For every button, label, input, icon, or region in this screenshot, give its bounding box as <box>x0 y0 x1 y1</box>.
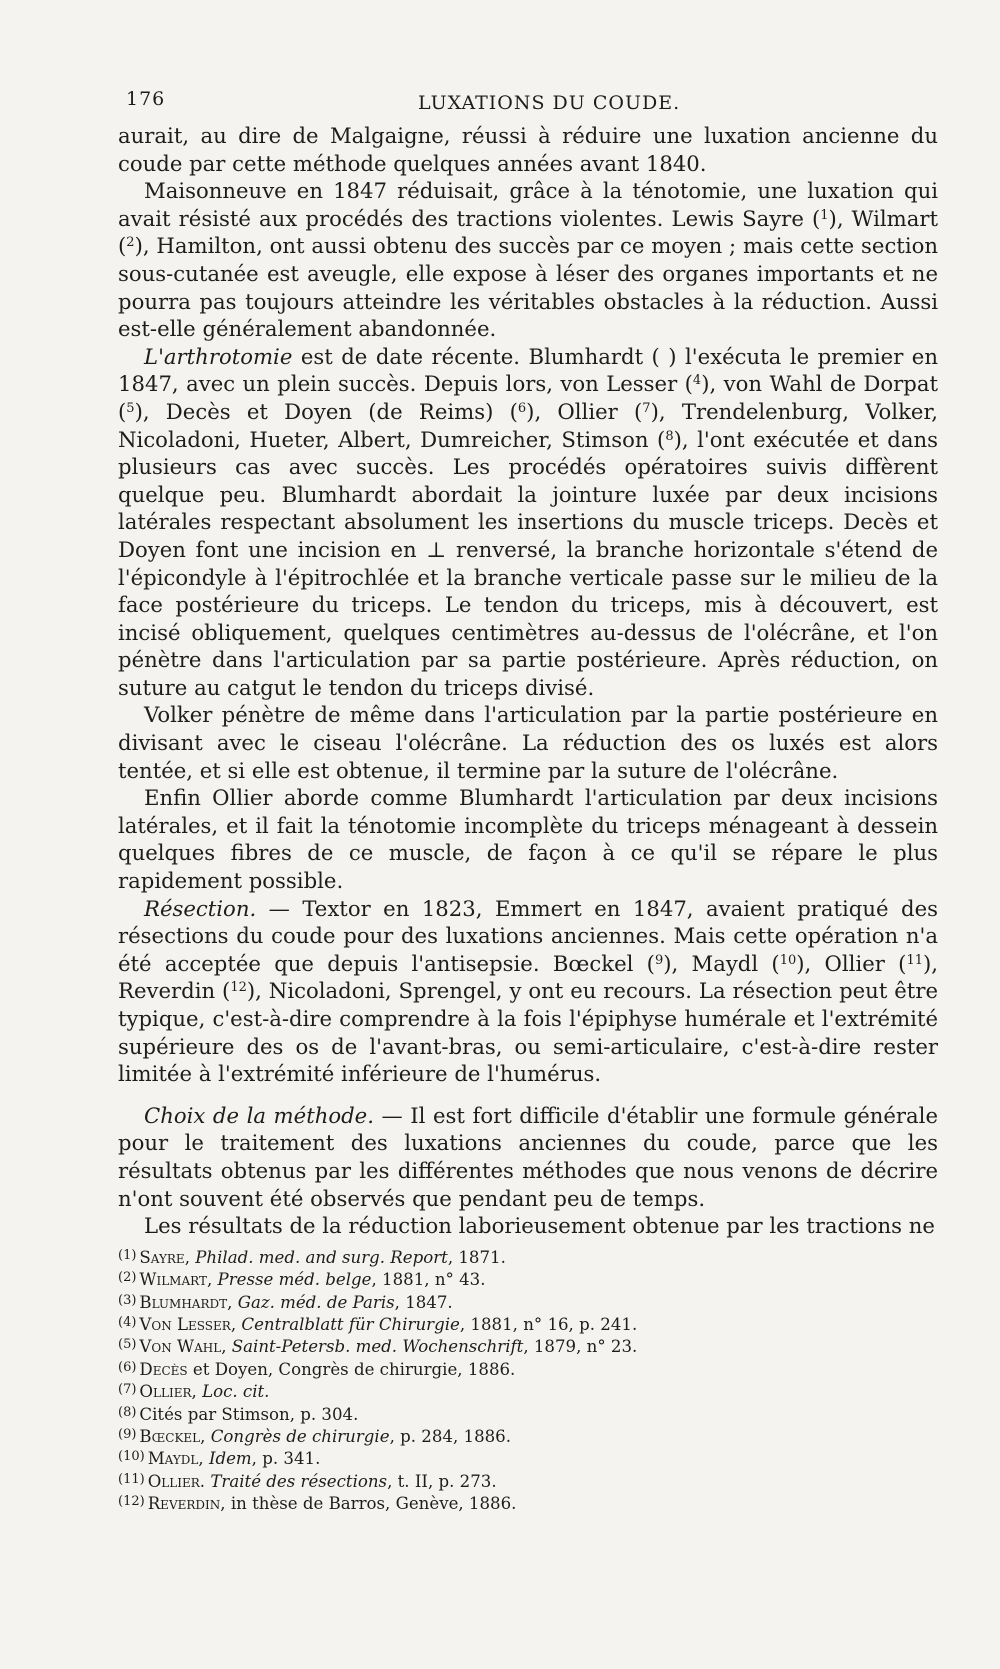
footnote-source: Idem <box>208 1449 252 1469</box>
paragraph-6: Résection. — Textor en 1823, Emmert en 1847, avaient pratiqué des résections du coude pour des luxations anciennes. Mais cette opération n'a été acceptée que depuis l'antisepsie. Bœckel ($^9$), Maydl ($^{10}$), Ollier ($^{11}$), Reverdin ($^{12}$), Nicoladoni, Sprengel, y ont eu recours. La résection peut être typique, c'est-à-dire comprendre à la fois l'épiphyse humérale et l'extrémité supérieure des os de l'avant-bras, ou semi-articulaire, c'est-à-dire rester limitée à l'extrémité inférieure de l'humérus. <box>118 895 938 1087</box>
footnote-details: , t. II, p. 273. <box>387 1471 497 1491</box>
footnote-number: (2) <box>118 1270 137 1286</box>
footnote-details: , 1879, n° 23. <box>523 1337 638 1357</box>
paragraph-2: Maisonneuve en 1847 réduisait, grâce à la ténotomie, une luxation qui avait résisté aux procédés des tractions violentes. Lewis Sayre ($^1$), Wilmart ($^2$), Hamilton, ont aussi obtenu des succès par ce moyen ; mais cette section sous-cutanée est aveugle, elle expose à léser des organes importants et ne pourra pas toujours atteindre les véritables obstacles à la réduction. Aussi est-elle généralement abandonnée. <box>118 178 939 342</box>
paragraph-7: Choix de la méthode. — Il est fort difficile d'établir une formule générale pour le traitement des luxations anciennes du coude, parce que les résultats obtenus par les différentes méthodes que nous venons de décrire n'ont souvent été observés que pendant peu de temps. <box>118 1102 939 1211</box>
footnote-separator: , <box>206 1270 218 1290</box>
footnote-source: Loc. cit. <box>202 1382 270 1402</box>
running-title: LUXATIONS DU COUDE. <box>418 92 681 114</box>
footnote-details: , 1881, n° 16, p. 241. <box>459 1314 638 1334</box>
footnote-separator: , <box>191 1382 203 1402</box>
footnote-author: Ollier <box>147 1471 200 1491</box>
footnote-author: Von Wahl <box>139 1337 222 1357</box>
footnote-author: Maydl <box>147 1449 199 1469</box>
footnote-ref: 5 <box>126 400 135 416</box>
book-page <box>118 88 938 1515</box>
footnote-separator: , <box>221 1337 232 1357</box>
footnote-source: Gaz. méd. de Paris <box>237 1292 395 1312</box>
footnote-details: , p. 341. <box>251 1449 321 1469</box>
footnote <box>118 1246 938 1268</box>
footnote-source: Saint-Petersb. med. Wochenschrift <box>231 1337 524 1357</box>
footnote-ref: 9 <box>654 952 664 968</box>
footnote-ref: 1 <box>820 207 829 223</box>
footnote <box>118 1492 938 1514</box>
footnote-number: (3) <box>118 1292 137 1308</box>
footnote-number: (11) <box>118 1471 145 1487</box>
footnote-author: Ollier <box>139 1382 192 1402</box>
footnote-source: Philad. med. and surg. Report <box>195 1247 448 1267</box>
paragraph-3: L'arthrotomie est de date récente. Blumhardt ( ) l'exécuta le premier en 1847, avec un plein succès. Depuis lors, von Lesser ($^4$), von Wahl de Dorpat ($^5$), Decès et Doyen (de Reims) ($^6$), Ollier ($^7$), Trendelenburg, Volker, Nicoladoni, Hueter, Albert, Dumreicher, Stimson ($^8$), l'ont exécutée et dans plusieurs cas avec succès. Les procédés opératoires suivis diffèrent quelque peu. Blumhardt abordait la jointure luxée par deux incisions latérales respectant absolument les insertions du muscle triceps. Decès et Doyen font une incision en ⊥ renversé, la branche horizontale s'étend de l'épicondyle à l'épitrochlée et la branche verticale passe sur le milieu de la face postérieure du triceps. Le tendon du triceps, mis à découvert, est incisé obliquement, quelques centimètres au-dessus de l'olécrâne, et l'on pénètre dans l'articulation par sa partie postérieure. Après réduction, on suture au catgut le tendon du triceps divisé. <box>118 343 939 700</box>
footnote-separator: , <box>220 1494 231 1514</box>
footnote <box>118 1470 938 1492</box>
footnote-number: (1) <box>118 1247 137 1263</box>
footnote-details: , 1871. <box>447 1247 506 1267</box>
footnote-author: Blumhardt <box>139 1292 228 1312</box>
footnote-separator: , <box>227 1292 238 1312</box>
footnote-details: Doyen, Congrès de chirurgie, 1886. <box>214 1359 516 1379</box>
footnote-ref: 2 <box>126 235 135 251</box>
footnote-number: (12) <box>118 1494 145 1510</box>
footnote-author: Decès <box>139 1359 188 1379</box>
footnote-source: Presse méd. belge <box>217 1270 372 1290</box>
footnote <box>118 1335 938 1357</box>
footnote <box>118 1380 938 1402</box>
footnote-number: (9) <box>118 1427 137 1442</box>
footnote <box>118 1291 938 1313</box>
footnote-separator: , <box>230 1314 242 1334</box>
section-lead: Choix de la méthode. <box>144 1102 374 1128</box>
footnote-author: Bœckel <box>139 1427 201 1446</box>
footnote-ref: 8 <box>665 428 674 444</box>
footnote-details: , 1847. <box>394 1292 453 1312</box>
footnote <box>118 1403 938 1425</box>
footnote-separator: et <box>187 1359 215 1379</box>
paragraph-gap <box>118 1088 938 1102</box>
footnote-separator: , <box>184 1247 196 1267</box>
footnote-source: Traité des résections <box>210 1471 388 1491</box>
footnote-ref: 10 <box>779 952 797 968</box>
footnote-source: Congrès de chirurgie <box>210 1427 390 1446</box>
footnote-details: Cités par Stimson, p. 304. <box>139 1404 359 1424</box>
footnote-author: Von Lesser <box>139 1314 231 1334</box>
footnote-details: in thèse de Barros, Genève, 1886. <box>230 1494 517 1514</box>
footnote-ref: 7 <box>642 400 651 416</box>
section-lead: Résection. <box>144 895 257 921</box>
footnote-separator: . <box>199 1471 211 1491</box>
footnote-ref: 12 <box>230 980 247 996</box>
footnote-ref: 4 <box>692 373 702 389</box>
paragraph-4: Volker pénètre de même dans l'articulation par la partie postérieure en divisant avec le ciseau l'olécrâne. La réduction des os luxés est alors tentée, et si elle est obtenue, il termine par la suture de l'olécrâne. <box>118 702 938 783</box>
footnote-number: (6) <box>118 1359 137 1375</box>
footnote-separator: , <box>198 1449 209 1469</box>
footnote-number: (5) <box>118 1337 137 1353</box>
footnote-details: , 1881, n° 43. <box>371 1270 486 1290</box>
paragraph-8: Les résultats de la réduction laborieusement obtenue par les tractions ne <box>144 1213 935 1239</box>
footnote-author: Wilmart <box>139 1270 207 1290</box>
footnote-number: (10) <box>118 1449 145 1465</box>
footnote-author: Reverdin <box>147 1494 221 1514</box>
footnote <box>118 1447 938 1469</box>
footnote-ref: 6 <box>517 400 527 416</box>
paragraph-5: Enfin Ollier aborde comme Blumhardt l'articulation par deux incisions latérales, et il fait la ténotomie incomplète du triceps ménageant à dessein quelques fibres de ce muscle, de façon à ce qu'il se répare le plus rapidement possible. <box>118 785 938 894</box>
footnote-number: (7) <box>118 1382 137 1398</box>
footnote-details: , p. 284, 1886. <box>389 1427 512 1446</box>
footnote <box>118 1358 938 1380</box>
section-lead: L'arthrotomie <box>144 343 293 369</box>
body-text <box>118 122 938 1240</box>
page-header <box>118 88 938 122</box>
footnote-ref: 11 <box>906 952 923 968</box>
footnote-separator: , <box>200 1427 211 1446</box>
footnote <box>118 1425 938 1447</box>
paragraph-1: aurait, au dire de Malgaigne, réussi à réduire une luxation ancienne du coude par cette méthode quelques années avant 1840. <box>118 123 938 176</box>
footnote-number: (8) <box>118 1404 137 1420</box>
footnote <box>118 1313 938 1335</box>
footnote <box>118 1268 938 1290</box>
footnote-author: Sayre <box>139 1247 185 1267</box>
page-number: 176 <box>126 88 166 110</box>
footnote-number: (4) <box>118 1314 137 1330</box>
footnotes <box>118 1246 938 1515</box>
footnote-source: Centralblatt für Chirurgie <box>241 1314 460 1334</box>
